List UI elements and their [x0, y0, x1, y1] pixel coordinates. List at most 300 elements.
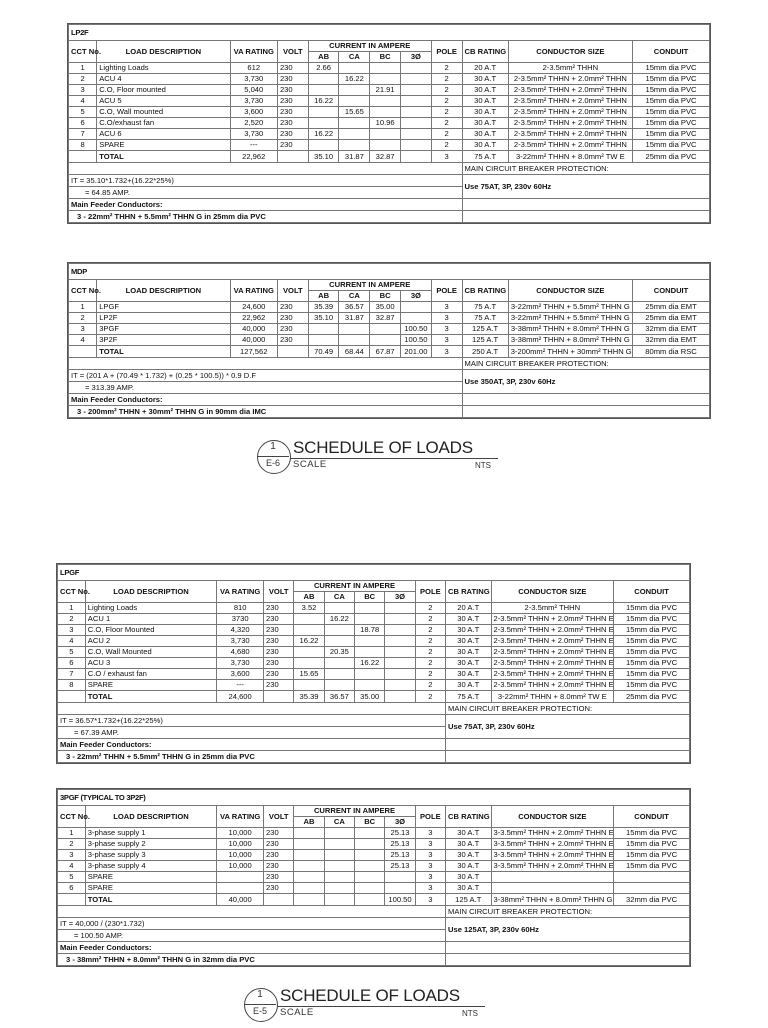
current-ab	[294, 839, 324, 850]
current-bc	[370, 129, 401, 140]
cb-rating: 20 A.T	[446, 603, 492, 614]
pole: 2	[431, 118, 462, 129]
current-3-phase	[385, 680, 415, 691]
va-rating: 2,520	[230, 118, 277, 129]
current-3-phase	[385, 669, 415, 680]
cct-number: 3	[58, 850, 86, 861]
va-rating: 3,730	[230, 96, 277, 107]
conduit: 15mm dia PVC	[614, 828, 690, 839]
total-pole: 3	[431, 151, 462, 163]
current-bc	[355, 850, 385, 861]
cb-rating: 30 A.T	[446, 861, 492, 872]
load-description: C.O, Wall Mounted	[85, 647, 216, 658]
current-bc: 16.22	[355, 658, 385, 669]
pole: 3	[431, 335, 462, 346]
current-ca	[324, 839, 354, 850]
panel-schedule-table	[57, 564, 690, 763]
header-current: CURRENT IN AMPERE	[308, 41, 431, 52]
header-3-phase: 3Ø	[401, 52, 432, 63]
va-rating: 10,000	[217, 850, 264, 861]
load-description: Lighting Loads	[97, 63, 230, 74]
feeder-label: Main Feeder Conductors:	[69, 394, 463, 406]
va-rating	[217, 883, 264, 894]
total-va: 127,562	[230, 346, 277, 358]
panel-title: LPGF	[58, 565, 690, 581]
header-conductor-size: CONDUCTOR SIZE	[491, 806, 614, 828]
pole: 2	[431, 129, 462, 140]
cct-number: 2	[69, 313, 97, 324]
caption-scale: SCALE	[280, 1007, 314, 1018]
cb-rating: 30 A.T	[462, 74, 508, 85]
panel-schedule-table	[68, 263, 710, 418]
load-description: SPARE	[97, 140, 230, 151]
header-3-phase: 3Ø	[401, 291, 432, 302]
conductor-size: 3-3.5mm² THHN + 2.0mm² THHN E	[491, 839, 614, 850]
total-conductor: 3-38mm² THHN + 8.0mm² THHN G	[491, 894, 614, 906]
total-va: 22,962	[230, 151, 277, 163]
conductor-size: 2-3.5mm² THHN + 2.0mm² THHN E	[491, 614, 614, 625]
conductor-size: 2-3.5mm² THHN	[491, 603, 614, 614]
cct-number: 5	[58, 647, 86, 658]
blank-cell	[446, 942, 690, 954]
table-row	[69, 63, 710, 74]
current-ca	[324, 636, 354, 647]
cb-rating: 30 A.T	[462, 118, 508, 129]
cb-protection-label: MAIN CIRCUIT BREAKER PROTECTION:	[462, 358, 709, 370]
header-3-phase: 3Ø	[385, 817, 415, 828]
current-ab	[294, 850, 324, 861]
cct-number: 5	[69, 107, 97, 118]
volt: 230	[264, 872, 294, 883]
feeder-conductors: 3 - 200mm² THHN + 30mm² THHN G in 90mm dia IMC	[69, 406, 463, 418]
conduit: 15mm dia PVC	[633, 74, 710, 85]
conductor-size: 3-22mm² THHN + 5.5mm² THHN G	[508, 313, 632, 324]
current-ca	[339, 324, 370, 335]
header-ab: AB	[308, 52, 339, 63]
total-row	[58, 894, 690, 906]
conduit: 15mm dia PVC	[633, 85, 710, 96]
current-3-phase	[401, 129, 432, 140]
it-formula: IT = 36.57*1.732+(16.22*25%)	[58, 715, 446, 727]
blank-cell	[69, 358, 463, 370]
load-description: ACU 6	[97, 129, 230, 140]
total-bc: 67.87	[370, 346, 401, 358]
panel-title: LP2F	[69, 25, 710, 41]
blank-cell	[58, 906, 446, 918]
blank-cell	[462, 394, 709, 406]
load-description: 3P2F	[97, 335, 230, 346]
load-description: C.O/exhaust fan	[97, 118, 230, 129]
cct-number: 3	[58, 625, 86, 636]
table-row	[58, 647, 690, 658]
table-row	[58, 872, 690, 883]
va-rating: 10,000	[217, 861, 264, 872]
load-description: 3-phase supply 2	[85, 839, 216, 850]
pole: 3	[415, 839, 445, 850]
current-3-phase	[385, 872, 415, 883]
conductor-size: 2-3.5mm² THHN + 2.0mm² THHN	[508, 118, 632, 129]
current-ab	[308, 107, 339, 118]
volt: 230	[264, 603, 294, 614]
blank-cell	[462, 211, 709, 223]
total-row	[69, 346, 710, 358]
va-rating	[217, 872, 264, 883]
total-conductor: 3-22mm² THHN + 8.0mm² TW E	[508, 151, 632, 163]
load-description: C.O, Wall mounted	[97, 107, 230, 118]
conduit: 32mm dia EMT	[633, 324, 710, 335]
header-volt: VOLT	[277, 41, 308, 63]
conductor-size	[491, 883, 614, 894]
current-3-phase	[385, 647, 415, 658]
header-ca: CA	[324, 592, 354, 603]
header-current: CURRENT IN AMPERE	[294, 806, 415, 817]
current-3-phase: 25.13	[385, 850, 415, 861]
conduit: 15mm dia PVC	[614, 625, 690, 636]
pole: 3	[431, 313, 462, 324]
current-3-phase	[401, 118, 432, 129]
conduit: 32mm dia EMT	[633, 335, 710, 346]
total-ab: 35.10	[308, 151, 339, 163]
total-ca: 36.57	[324, 691, 354, 703]
blank-cell	[462, 406, 709, 418]
conduit: 25mm dia EMT	[633, 302, 710, 313]
use-breaker: Use 75AT, 3P, 230v 60Hz	[446, 715, 690, 739]
current-3-phase	[385, 636, 415, 647]
load-description: C.O, Floor Mounted	[85, 625, 216, 636]
total-conduit: 25mm dia PVC	[614, 691, 690, 703]
current-ca	[339, 96, 370, 107]
header-pole: POLE	[431, 280, 462, 302]
conductor-size: 2-3.5mm² THHN + 2.0mm² THHN	[508, 140, 632, 151]
cct-number: 4	[58, 861, 86, 872]
cct-number: 1	[58, 828, 86, 839]
va-rating: 3,600	[230, 107, 277, 118]
conductor-size	[491, 872, 614, 883]
header-current: CURRENT IN AMPERE	[308, 280, 431, 291]
va-rating: 810	[217, 603, 264, 614]
va-rating: 3,730	[230, 74, 277, 85]
conduit: 15mm dia PVC	[614, 850, 690, 861]
it-result: = 313.39 AMP.	[69, 382, 463, 394]
current-ab	[294, 883, 324, 894]
current-ca: 36.57	[339, 302, 370, 313]
cct-number: 1	[69, 302, 97, 313]
current-3-phase: 25.13	[385, 861, 415, 872]
cct-number: 6	[58, 883, 86, 894]
header-cb-rating: CB RATING	[462, 280, 508, 302]
load-description: C.O, Floor mounted	[97, 85, 230, 96]
current-ca: 16.22	[324, 614, 354, 625]
pole: 2	[431, 107, 462, 118]
header-ab: AB	[308, 291, 339, 302]
current-3-phase	[401, 85, 432, 96]
feeder-label: Main Feeder Conductors:	[58, 739, 446, 751]
total-3-phase	[385, 691, 415, 703]
blank-cell	[69, 163, 463, 175]
conduit: 15mm dia PVC	[633, 107, 710, 118]
va-rating: 3,600	[217, 669, 264, 680]
total-cb: 75 A.T	[446, 691, 492, 703]
current-ca	[324, 680, 354, 691]
panel-lp2f	[67, 23, 711, 224]
va-rating: 10,000	[217, 828, 264, 839]
conductor-size: 3-38mm² THHN + 8.0mm² THHN G	[508, 335, 632, 346]
cb-rating: 30 A.T	[446, 850, 492, 861]
current-3-phase	[401, 74, 432, 85]
cct-number: 2	[69, 74, 97, 85]
conduit: 15mm dia PVC	[633, 140, 710, 151]
caption-scale: SCALE	[293, 459, 327, 470]
volt: 230	[277, 63, 308, 74]
current-bc	[355, 883, 385, 894]
feeder-conductors: 3 - 38mm² THHN + 8.0mm² THHN G in 32mm dia PVC	[58, 954, 446, 966]
cct-number: 2	[58, 614, 86, 625]
volt: 230	[277, 118, 308, 129]
current-ca: 20.35	[324, 647, 354, 658]
table-row	[58, 669, 690, 680]
conduit: 15mm dia PVC	[614, 839, 690, 850]
volt: 230	[264, 658, 294, 669]
header-conduit: CONDUIT	[614, 581, 690, 603]
pole: 2	[431, 85, 462, 96]
volt: 230	[264, 680, 294, 691]
current-ab	[294, 828, 324, 839]
it-result: = 64.85 AMP.	[69, 187, 463, 199]
volt: 230	[264, 647, 294, 658]
conductor-size: 3-38mm² THHN + 8.0mm² THHN G	[508, 324, 632, 335]
cb-rating: 30 A.T	[446, 839, 492, 850]
pole: 2	[415, 658, 445, 669]
pole: 3	[415, 850, 445, 861]
current-ab	[294, 647, 324, 658]
current-ca	[339, 63, 370, 74]
header-load-description: LOAD DESCRIPTION	[97, 41, 230, 63]
detail-number: 1	[257, 989, 263, 1000]
conduit: 15mm dia PVC	[614, 658, 690, 669]
conduit: 15mm dia PVC	[614, 603, 690, 614]
load-description: SPARE	[85, 680, 216, 691]
current-3-phase: 100.50	[401, 335, 432, 346]
current-ab: 16.22	[308, 96, 339, 107]
sheet-number: E-6	[265, 458, 280, 468]
header-bc: BC	[370, 52, 401, 63]
conductor-size: 2-3.5mm² THHN + 2.0mm² THHN	[508, 129, 632, 140]
pole: 3	[415, 861, 445, 872]
current-3-phase	[385, 603, 415, 614]
cb-rating: 30 A.T	[462, 129, 508, 140]
cb-protection-label: MAIN CIRCUIT BREAKER PROTECTION:	[446, 906, 690, 918]
va-rating: 4,680	[217, 647, 264, 658]
schedule-caption-e5	[244, 988, 489, 1028]
cb-rating: 30 A.T	[462, 107, 508, 118]
volt: 230	[264, 669, 294, 680]
blank-cell	[446, 954, 690, 966]
load-description: 3-phase supply 3	[85, 850, 216, 861]
header-conductor-size: CONDUCTOR SIZE	[508, 41, 632, 63]
total-label: TOTAL	[97, 346, 230, 358]
current-ca	[324, 658, 354, 669]
cb-rating: 75 A.T	[462, 302, 508, 313]
current-bc	[355, 614, 385, 625]
conduit: 15mm dia PVC	[633, 63, 710, 74]
header-3-phase: 3Ø	[385, 592, 415, 603]
total-conduit: 32mm dia PVC	[614, 894, 690, 906]
va-rating: 5,040	[230, 85, 277, 96]
conductor-size: 3-3.5mm² THHN + 2.0mm² THHN E	[491, 861, 614, 872]
current-ab: 2.66	[308, 63, 339, 74]
header-bc: BC	[355, 592, 385, 603]
current-ab: 16.22	[294, 636, 324, 647]
cb-rating: 75 A.T	[462, 313, 508, 324]
conduit: 15mm dia PVC	[633, 118, 710, 129]
header-conduit: CONDUIT	[633, 280, 710, 302]
pole: 3	[415, 872, 445, 883]
panel-lpgf	[56, 563, 691, 764]
it-result: = 100.50 AMP.	[58, 930, 446, 942]
schedule-caption-e6	[257, 440, 502, 480]
cb-rating: 30 A.T	[446, 658, 492, 669]
header-cct: CCT No.	[58, 806, 86, 828]
current-ab: 15.65	[294, 669, 324, 680]
current-bc	[355, 828, 385, 839]
current-ca	[324, 883, 354, 894]
cct-number: 6	[69, 118, 97, 129]
cb-rating: 30 A.T	[446, 883, 492, 894]
conduit: 15mm dia PVC	[633, 129, 710, 140]
load-description: C.O / exhaust fan	[85, 669, 216, 680]
current-ca	[339, 335, 370, 346]
pole: 3	[431, 302, 462, 313]
cb-rating: 30 A.T	[462, 140, 508, 151]
total-pole: 3	[415, 894, 445, 906]
volt: 230	[277, 313, 308, 324]
table-row	[69, 313, 710, 324]
total-conduit: 80mm dia RSC	[633, 346, 710, 358]
current-ab	[294, 625, 324, 636]
header-conduit: CONDUIT	[614, 806, 690, 828]
header-conductor-size: CONDUCTOR SIZE	[491, 581, 614, 603]
conduit: 25mm dia EMT	[633, 313, 710, 324]
cb-rating: 30 A.T	[446, 828, 492, 839]
caption-nts: NTS	[475, 461, 491, 470]
blank-cell	[58, 703, 446, 715]
va-rating: ---	[217, 680, 264, 691]
cb-protection-label: MAIN CIRCUIT BREAKER PROTECTION:	[446, 703, 690, 715]
header-ca: CA	[339, 52, 370, 63]
header-cct: CCT No.	[58, 581, 86, 603]
total-va: 40,000	[217, 894, 264, 906]
current-bc	[370, 96, 401, 107]
cct-number: 6	[58, 658, 86, 669]
table-row	[58, 636, 690, 647]
table-row	[58, 603, 690, 614]
cct-number: 5	[58, 872, 86, 883]
table-row	[58, 658, 690, 669]
table-row	[69, 129, 710, 140]
panel-title: 3PGF (TYPICAL TO 3P2F)	[58, 790, 690, 806]
header-volt: VOLT	[264, 581, 294, 603]
current-ca	[324, 625, 354, 636]
current-ab: 16.22	[308, 129, 339, 140]
current-ca	[339, 118, 370, 129]
current-3-phase	[385, 625, 415, 636]
load-description: SPARE	[85, 883, 216, 894]
total-pole: 3	[431, 346, 462, 358]
table-row	[69, 140, 710, 151]
header-pole: POLE	[415, 806, 445, 828]
load-description: ACU 2	[85, 636, 216, 647]
load-description: ACU 1	[85, 614, 216, 625]
feeder-label: Main Feeder Conductors:	[58, 942, 446, 954]
cct-number: 3	[69, 324, 97, 335]
header-load-description: LOAD DESCRIPTION	[85, 806, 216, 828]
cb-protection-label: MAIN CIRCUIT BREAKER PROTECTION:	[462, 163, 709, 175]
current-bc	[370, 324, 401, 335]
header-conductor-size: CONDUCTOR SIZE	[508, 280, 632, 302]
current-bc	[370, 335, 401, 346]
conductor-size: 2-3.5mm² THHN + 2.0mm² THHN E	[491, 658, 614, 669]
current-ab: 35.39	[308, 302, 339, 313]
table-row	[69, 118, 710, 129]
pole: 2	[431, 74, 462, 85]
current-bc	[355, 603, 385, 614]
header-pole: POLE	[415, 581, 445, 603]
cb-rating: 30 A.T	[446, 647, 492, 658]
current-bc	[370, 140, 401, 151]
volt: 230	[277, 96, 308, 107]
current-ca: 15.65	[339, 107, 370, 118]
current-bc	[355, 647, 385, 658]
table-row	[58, 625, 690, 636]
current-ca	[324, 828, 354, 839]
cb-rating: 125 A.T	[462, 324, 508, 335]
pole: 3	[415, 883, 445, 894]
pole: 3	[415, 828, 445, 839]
current-bc: 18.78	[355, 625, 385, 636]
total-ab	[294, 894, 324, 906]
va-rating: 3,730	[217, 658, 264, 669]
table-row	[69, 335, 710, 346]
header-ca: CA	[324, 817, 354, 828]
detail-number: 1	[270, 441, 276, 452]
va-rating: 3,730	[230, 129, 277, 140]
current-bc	[355, 872, 385, 883]
header-cb-rating: CB RATING	[446, 581, 492, 603]
volt: 230	[264, 828, 294, 839]
current-bc	[370, 107, 401, 118]
current-bc	[355, 861, 385, 872]
load-description: LPGF	[97, 302, 230, 313]
pole: 2	[431, 140, 462, 151]
cct-number: 4	[58, 636, 86, 647]
conduit: 15mm dia PVC	[614, 680, 690, 691]
current-ab	[294, 861, 324, 872]
total-ab: 35.39	[294, 691, 324, 703]
it-formula: IT = (201 A + (70.49 * 1.732) + (0.25 * 100.5)) * 0.9 D.F	[69, 370, 463, 382]
panel-mdp	[67, 262, 711, 419]
current-ab	[294, 680, 324, 691]
volt: 230	[277, 335, 308, 346]
table-row	[69, 74, 710, 85]
current-bc	[355, 669, 385, 680]
table-row	[58, 861, 690, 872]
table-row	[69, 85, 710, 96]
va-rating: 40,000	[230, 324, 277, 335]
header-cct: CCT No.	[69, 280, 97, 302]
cct-number: 2	[58, 839, 86, 850]
total-row	[58, 691, 690, 703]
total-conductor: 3-200mm² THHN + 30mm² THHN G	[508, 346, 632, 358]
